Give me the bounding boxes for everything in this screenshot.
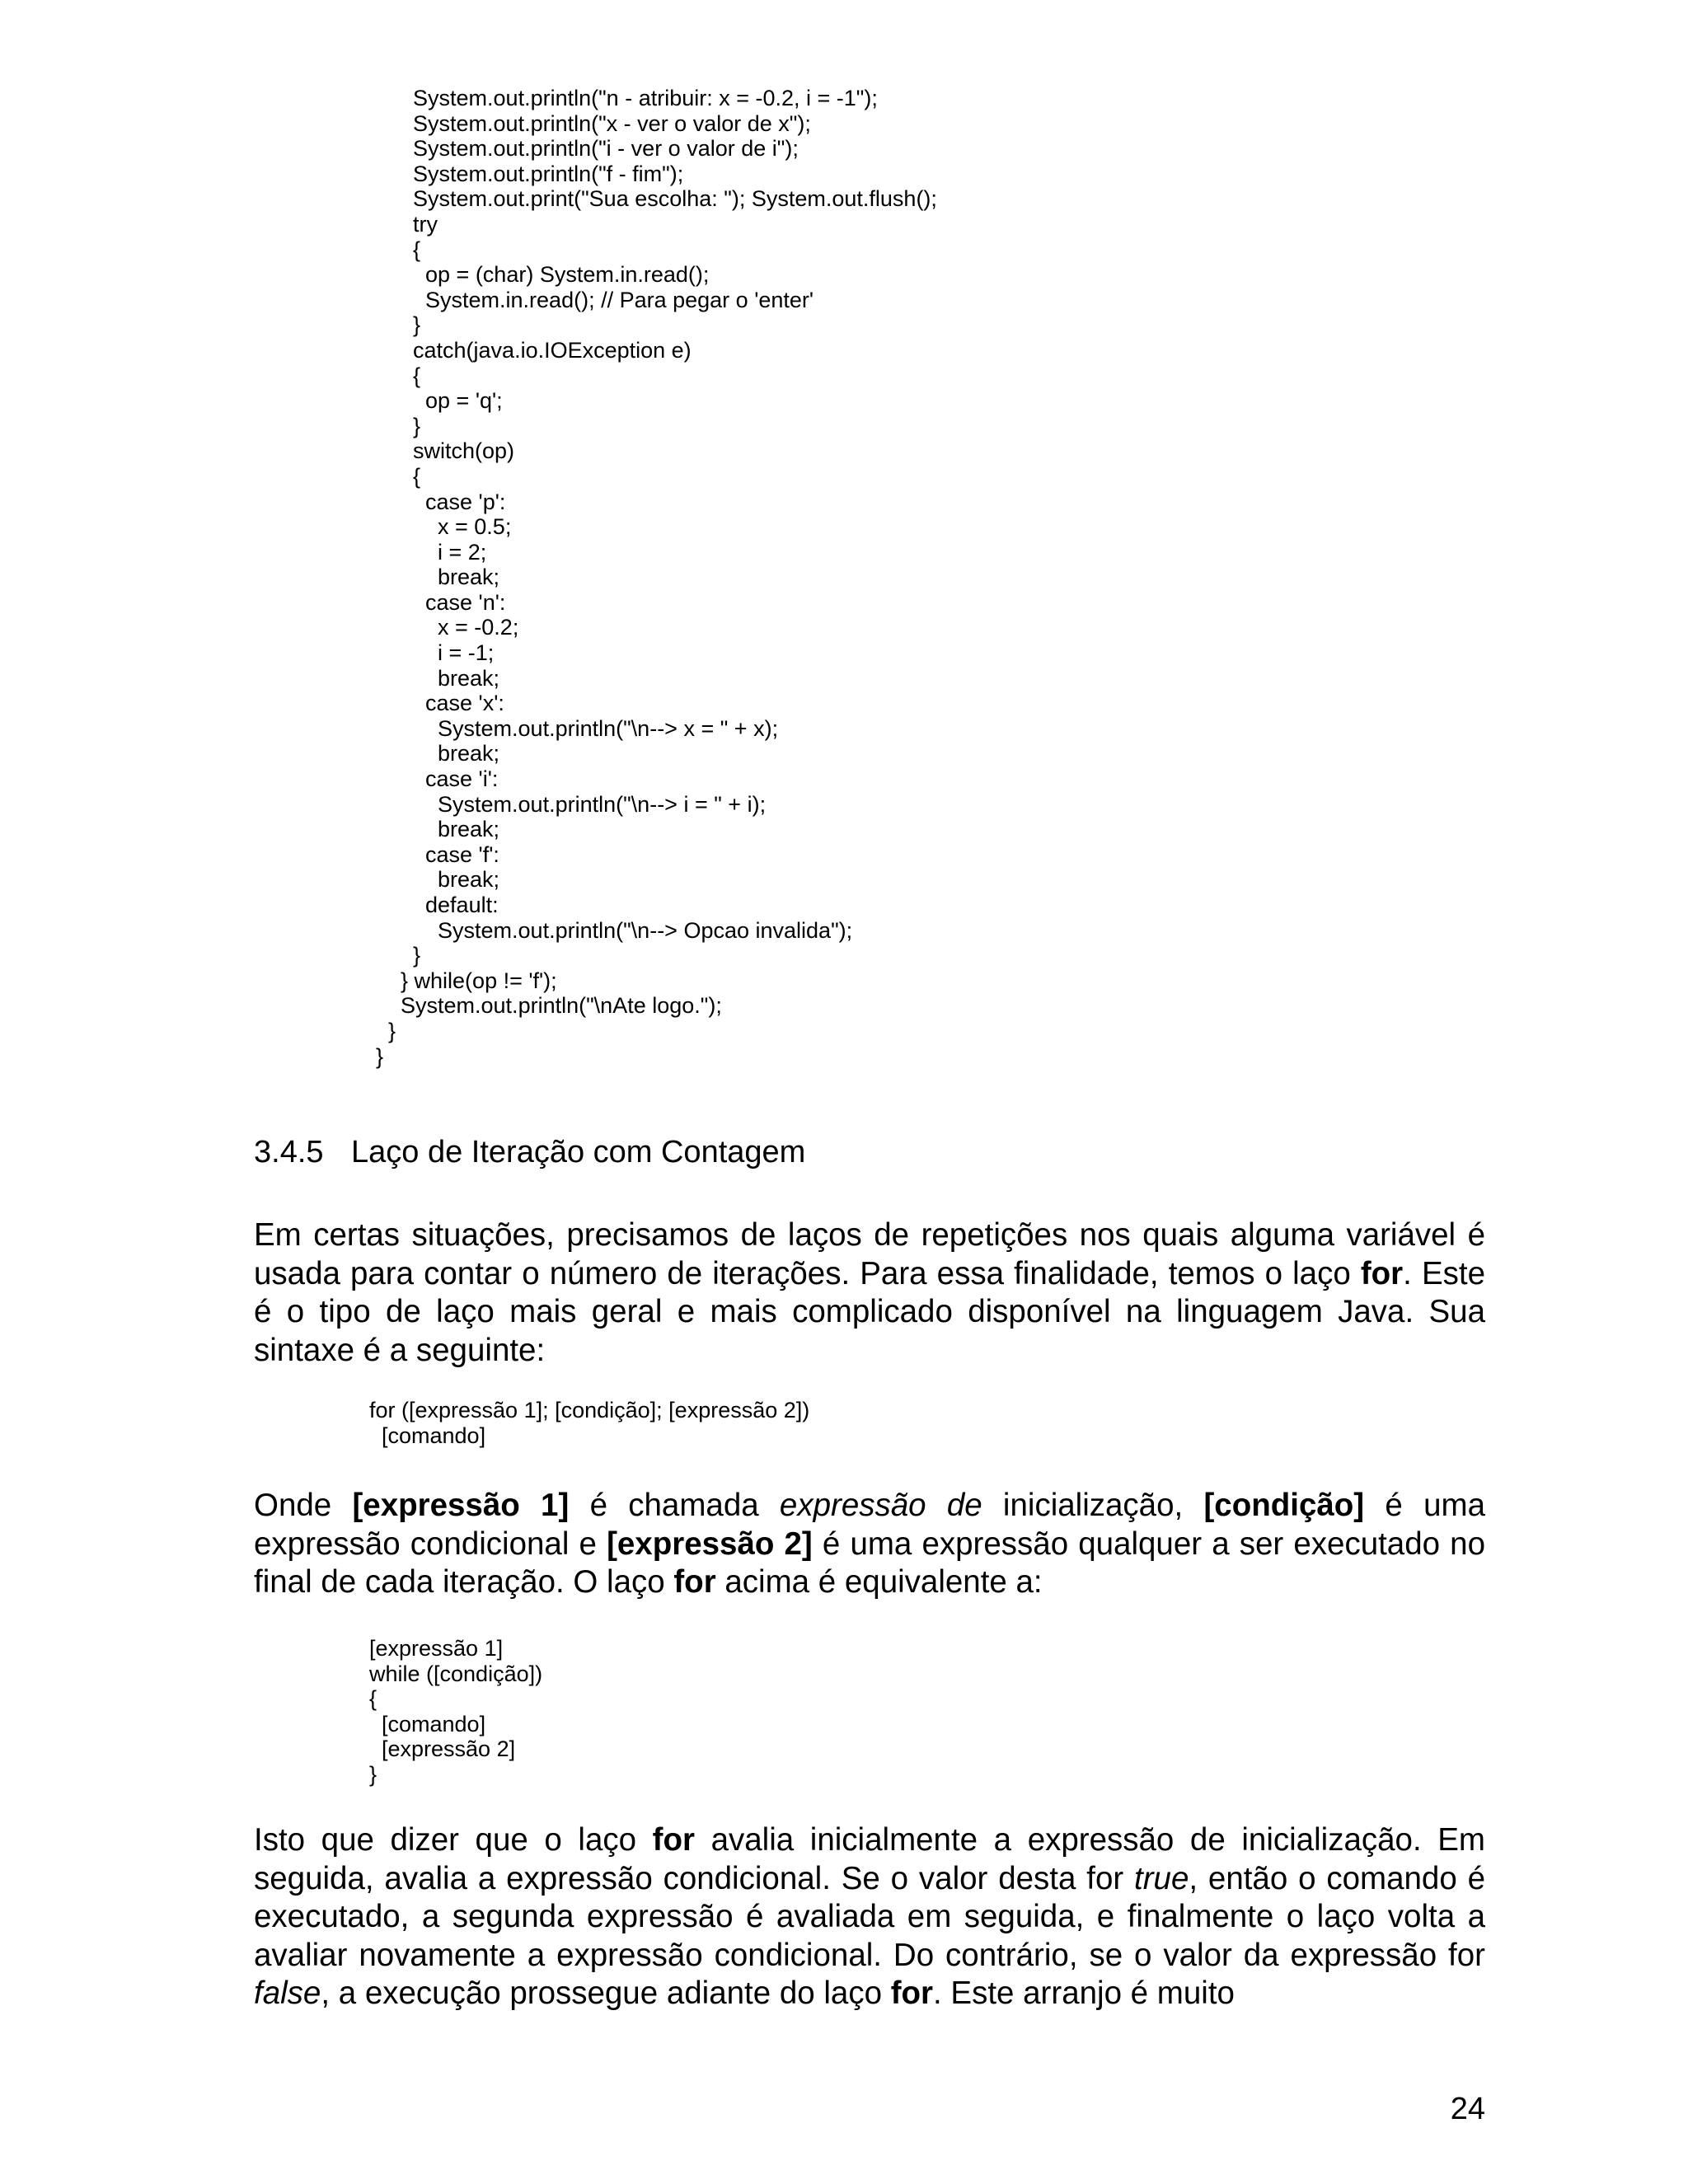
text-run: inicialização, — [982, 1488, 1204, 1523]
code-line: System.out.println("x - ver o valor de x"); — [363, 110, 811, 136]
code-line: op = (char) System.in.read(); — [363, 262, 710, 288]
code-line: System.out.println("f - fim"); — [363, 161, 684, 186]
code-line: [comando] — [369, 1422, 486, 1448]
text-run: . Este é o tipo de laço mais geral e mais complicado disponível na linguagem Java. Sua sintaxe é a seguinte: — [254, 1255, 1485, 1368]
section-title: Laço de Iteração com Contagem — [351, 1135, 806, 1169]
code-line: i = -1; — [363, 640, 495, 666]
code-line: catch(java.io.IOException e) — [363, 337, 692, 363]
text-run: acima é equivalente a: — [715, 1564, 1043, 1600]
code-line: try — [363, 211, 438, 237]
text-run: . Este arranjo é muito — [933, 1975, 1235, 2011]
code-line: } — [363, 312, 421, 338]
code-line: [comando] — [369, 1711, 486, 1736]
keyword-for: for — [652, 1822, 695, 1858]
code-line: System.out.print("Sua escolha: "); System.out.flush(); — [363, 186, 937, 212]
text-run: é chamada — [569, 1488, 780, 1523]
code-line: { — [363, 463, 421, 489]
term-expressao-2: [expressão 2] — [607, 1526, 813, 1562]
term-expressao-1: [expressão 1] — [352, 1488, 570, 1523]
code-line: op = 'q'; — [363, 388, 503, 414]
code-line: case 'i': — [363, 766, 499, 792]
text-run: é uma expressão condicional e — [254, 1488, 1485, 1562]
code-for-syntax — [369, 1398, 809, 1448]
code-while-equivalent — [369, 1636, 542, 1788]
section-number: 3.4.5 — [254, 1135, 324, 1169]
code-line: case 'p': — [363, 489, 506, 514]
code-line: break; — [363, 665, 500, 691]
section-heading — [254, 1132, 805, 1172]
code-line: break; — [363, 565, 500, 590]
paragraph-for-explanation — [254, 1487, 1485, 1602]
code-line: { — [363, 363, 421, 388]
code-line: default: — [363, 893, 499, 917]
code-line: case 'n': — [363, 589, 506, 615]
text-run: , a execução prossegue adiante do laço — [321, 1975, 891, 2011]
code-line: System.out.println("i - ver o valor de i"); — [363, 136, 799, 162]
keyword-for: for — [673, 1564, 716, 1600]
code-line: break; — [363, 817, 500, 842]
term-condicao: [condição] — [1203, 1488, 1365, 1523]
code-line: System.out.println("\n--> Opcao invalida"); — [363, 917, 853, 943]
code-line: x = -0.2; — [363, 615, 519, 640]
code-line: } — [369, 1761, 377, 1787]
keyword-false: false — [254, 1975, 321, 2011]
code-line: System.out.println("\n--> x = " + x); — [363, 715, 779, 741]
code-line: { — [369, 1686, 377, 1712]
code-line: System.out.println("n - atribuir: x = -0.2, i = -1"); — [363, 86, 878, 110]
code-line: } — [363, 1018, 396, 1043]
code-line: [expressão 2] — [369, 1736, 516, 1762]
code-line: break; — [363, 741, 500, 766]
code-line: while ([condição]) — [369, 1661, 543, 1686]
code-line: } while(op != 'f'); — [363, 968, 557, 993]
code-line: System.out.println("\nAte logo."); — [363, 993, 722, 1019]
code-listing — [363, 86, 937, 1069]
text-run: Onde — [254, 1488, 353, 1523]
page-number: 24 — [1450, 2092, 1485, 2126]
text-run: é uma expressão qualquer a ser executado no final de cada iteração. O laço — [254, 1526, 1485, 1600]
code-line: case 'f': — [363, 841, 499, 867]
code-line: System.in.read(); // Para pegar o 'enter' — [363, 287, 814, 312]
paragraph-for-semantics — [254, 1821, 1485, 2013]
code-line: i = 2; — [363, 539, 487, 565]
term-expressao-de: expressão de — [779, 1488, 982, 1523]
code-line: } — [363, 413, 421, 438]
keyword-for: for — [890, 1975, 934, 2011]
keyword-true: true — [1134, 1860, 1189, 1896]
code-line: for ([expressão 1]; [condição]; [expressão 2]) — [369, 1398, 810, 1422]
text-run: avalia inicialmente a expressão de inicialização. Em seguida, avalia a expressão condicional. Se o valor desta for — [254, 1822, 1485, 1896]
code-line: switch(op) — [363, 438, 515, 464]
text-run: Isto que dizer que o laço — [254, 1822, 653, 1858]
code-line: [expressão 1] — [369, 1636, 504, 1661]
code-line: x = 0.5; — [363, 514, 512, 540]
code-line: } — [363, 1043, 384, 1069]
paragraph-for-intro — [254, 1216, 1485, 1370]
code-line: { — [363, 237, 421, 262]
code-line: break; — [363, 867, 500, 893]
code-line: System.out.println("\n--> i = " + i); — [363, 791, 767, 817]
keyword-for: for — [1360, 1255, 1404, 1291]
code-line: case 'x': — [363, 691, 504, 716]
code-line: } — [363, 943, 421, 968]
text-run: Em certas situações, precisamos de laços de repetições nos quais alguma variável é usada para contar o número de iterações. Para essa finalidade, temos o laço — [254, 1217, 1485, 1291]
text-run: , então o comando é executado, a segunda expressão é avaliada em seguida, e finalmente o laço volta a avaliar novamente a expressão condicional. Do contrário, se o valor da expressão for — [254, 1860, 1485, 1973]
